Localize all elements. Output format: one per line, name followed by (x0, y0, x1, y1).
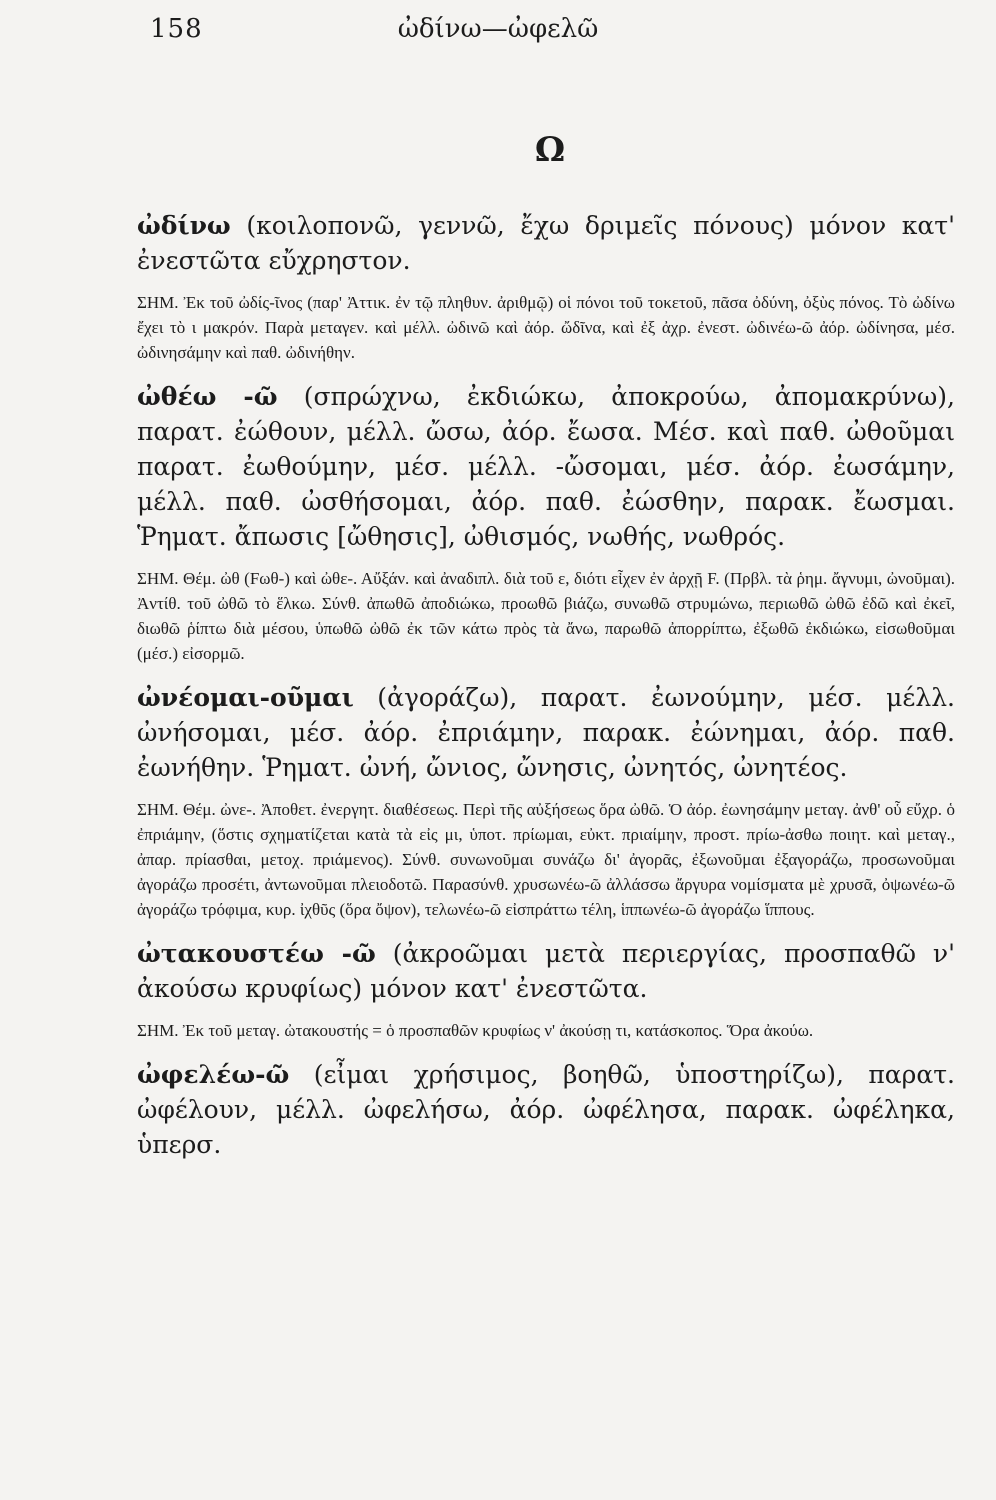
note: ΣΗΜ. Ἐκ τοῦ μεταγ. ὠτακουστής = ὁ προσπαθῶν κρυφίως ν' ἀκούσῃ τι, κατάσκοπος. Ὅρα ἀκούω. (137, 1021, 814, 1040)
definition: (ἀγοράζω), παρατ. ἐωνούμην, μέσ. μέλλ. ὠνήσομαι, μέσ. ἀόρ. ἐπριάμην, παρακ. ἐώνημαι, ἀόρ. παθ. ἐωνήθην. Ῥηματ. ὠνή, ὤνιος, ὤνησις, ὠνητός, ὠνητέος. (137, 683, 955, 782)
page-number: 158 (150, 14, 203, 44)
entry-ofeleo (137, 1057, 955, 1162)
headword: ὠθέω -ῶ (137, 382, 278, 411)
dictionary-column (137, 208, 955, 1174)
definition: (ἀκροῶμαι μετὰ περιεργίας, προσπαθῶ ν' ἀκούσω κρυφίως) μόνον κατ' ἐνεστῶτα. (137, 939, 955, 1003)
entry-oneomai (137, 680, 955, 785)
definition: (κοιλοπονῶ, γεννῶ, ἔχω δριμεῖς πόνους) μόνον κατ' ἐνεστῶτα εὔχρηστον. (137, 211, 955, 275)
running-head: ὠδίνω—ὠφελῶ (397, 14, 599, 44)
headword: ὠφελέω-ῶ (137, 1060, 290, 1089)
note: ΣΗΜ. Θέμ. ὠνε-. Ἀποθετ. ἐνεργητ. διαθέσεως. Περὶ τῆς αὐξήσεως ὅρα ὠθῶ. Ὁ ἀόρ. ἐωνησάμην μεταγ. ἀνθ' οὗ εὔχρ. ὁ ἐπριάμην, (ὅστις σχηματίζεται κατὰ τὰ εἰς μι, ὑποτ. πρίωμαι, εὐκτ. πριαίμην, προστ. πρίω-ἀσθω ποιητ. καὶ μεταγ., ἀπαρ. πρίασθαι, μετοχ. πριάμενος). Σύνθ. συνωνοῦμαι συνάζω δι' ἀγορᾶς, ἐξωνοῦμαι ἐξαγοράζω, προσωνοῦμαι ἀγοράζω προσέτι, ἀντωνοῦμαι πλειοδοτῶ. Παρασύνθ. χρυσωνέω-ῶ ἀλλάσσω ἄργυρα νομίσματα μὲ χρυσᾶ, ὀψωνέω-ῶ ἀγοράζω τρόφιμα, κυρ. ἰχθῦς (ὅρα ὄψον), τελωνέω-ῶ εἰσπράττω τέλη, ἱππωνέω-ῶ ἀγοράζω ἵππους. (137, 800, 955, 919)
headword: ὠτακουστέω -ῶ (137, 939, 376, 968)
entry-otakousteo (137, 936, 955, 1006)
note: ΣΗΜ. Ἐκ τοῦ ὠδίς-ῖνος (παρ' Ἀττικ. ἐν τῷ πληθυν. ἀριθμῷ) οἱ πόνοι τοῦ τοκετοῦ, πᾶσα ὀδύνη, ὀξὺς πόνος. Τὸ ὠδίνω ἔχει τὸ ι μακρόν. Παρὰ μεταγεν. καὶ μέλλ. ὠδινῶ καὶ ἀόρ. ὤδῖνα, καὶ ἐξ ἀχρ. ἐνεστ. ὠδινέω-ῶ ἀόρ. ὠδίνησα, μέσ. ὠδινησάμην καὶ παθ. ὠδινήθην. (137, 293, 955, 362)
entry-odino (137, 208, 955, 278)
headword: ὠδίνω (137, 211, 231, 240)
section-letter: Ω (534, 130, 566, 170)
definition: (εἶμαι χρήσιμος, βοηθῶ, ὑποστηρίζω), παρατ. ὠφέλουν, μέλλ. ὠφελήσω, ἀόρ. ὠφέλησα, παρακ. ὠφέληκα, ὑπερσ. (137, 1060, 955, 1159)
definition: (σπρώχνω, ἐκδιώκω, ἀποκρούω, ἀπομακρύνω), παρατ. ἐώθουν, μέλλ. ὤσω, ἀόρ. ἔωσα. Μέσ. καὶ παθ. ὠθοῦμαι παρατ. ἐωθούμην, μέσ. μέλλ. -ὤσομαι, μέσ. ἀόρ. ἐωσάμην, μέλλ. παθ. ὠσθήσομαι, ἀόρ. παθ. ἐώσθην, παρακ. ἔωσμαι. Ῥηματ. ἄπωσις [ὤθησις], ὠθισμός, νωθής, νωθρός. (137, 382, 955, 551)
entry-otheo (137, 379, 955, 554)
note: ΣΗΜ. Θέμ. ὠθ (Fωθ-) καὶ ὠθε-. Αὔξάν. καὶ ἀναδιπλ. διὰ τοῦ ε, διότι εἶχεν ἐν ἀρχῇ F. (Πρβλ. τὰ ῥημ. ἄγνυμι, ὠνοῦμαι). Ἀντίθ. τοῦ ὠθῶ τὸ ἕλκω. Σύνθ. ἀπωθῶ ἀποδιώκω, προωθῶ βιάζω, συνωθῶ στρυμώνω, περιωθῶ ὠθῶ ἐδῶ καὶ ἐκεῖ, διωθῶ ῥίπτω διὰ μέσου, ὑπωθῶ ὠθῶ ἐκ τῶν κάτω πρὸς τὰ ἄνω, παρωθῶ ἀπορρίπτω, ἐξωθῶ ἐκδιώκω, εἰσωθοῦμαι (μέσ.) εἰσορμῶ. (137, 569, 955, 663)
headword: ὠνέομαι-οῦμαι (137, 683, 354, 712)
